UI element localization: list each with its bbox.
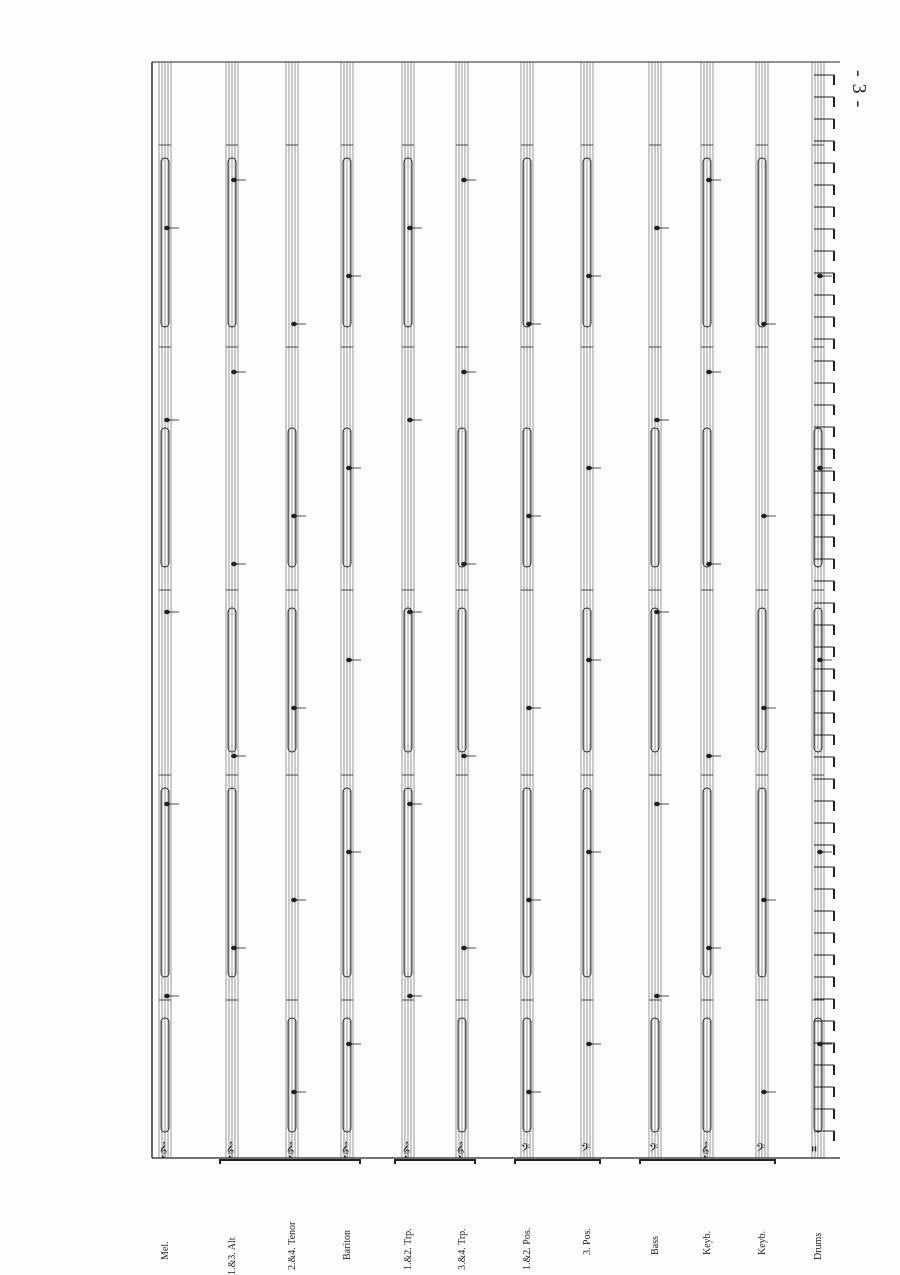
instrument-label-mel: Mel. [160,1241,171,1260]
instrument-label-keyb1: Keyb. [702,1230,713,1255]
instrument-label-drums: Drums [813,1232,824,1260]
clef-icon: 𝄞 [701,1142,710,1158]
clef-icon: 𝄥 [812,1142,817,1158]
instrument-label-pos3: 3. Pos. [582,1228,593,1255]
clef-icon: 𝄞 [402,1142,411,1158]
instrument-label-trp34: 3.&4. Trp. [457,1228,468,1270]
instrument-label-pos12: 1.&2. Pos. [522,1227,533,1270]
instrument-label-bariton: Bariton [342,1230,353,1260]
instrument-label-trp12: 1.&2. Trp. [403,1228,414,1270]
group-bracket [515,1160,600,1164]
instrument-label-tenor: 2.&4. Tenor [287,1221,298,1270]
clef-icon: 𝄢 [756,1142,766,1158]
page-number: - 3 - [848,70,870,109]
instrument-label-keyb2: Keyb. [757,1230,768,1255]
group-bracket [640,1160,775,1164]
clef-icon: 𝄞 [341,1142,350,1158]
group-bracket [395,1160,475,1164]
clef-icon: 𝄢 [521,1142,531,1158]
clef-icon: 𝄞 [226,1142,235,1158]
clef-icon: 𝄞 [456,1142,465,1158]
clef-icon: 𝄢 [581,1142,591,1158]
clef-icon: 𝄞 [159,1142,168,1158]
instrument-label-alt: 1.&3. Alt [227,1237,238,1275]
clef-icon: 𝄞 [286,1142,295,1158]
instrument-label-bass: Bass [650,1236,661,1255]
clef-icon: 𝄢 [649,1142,659,1158]
group-bracket [220,1160,360,1164]
